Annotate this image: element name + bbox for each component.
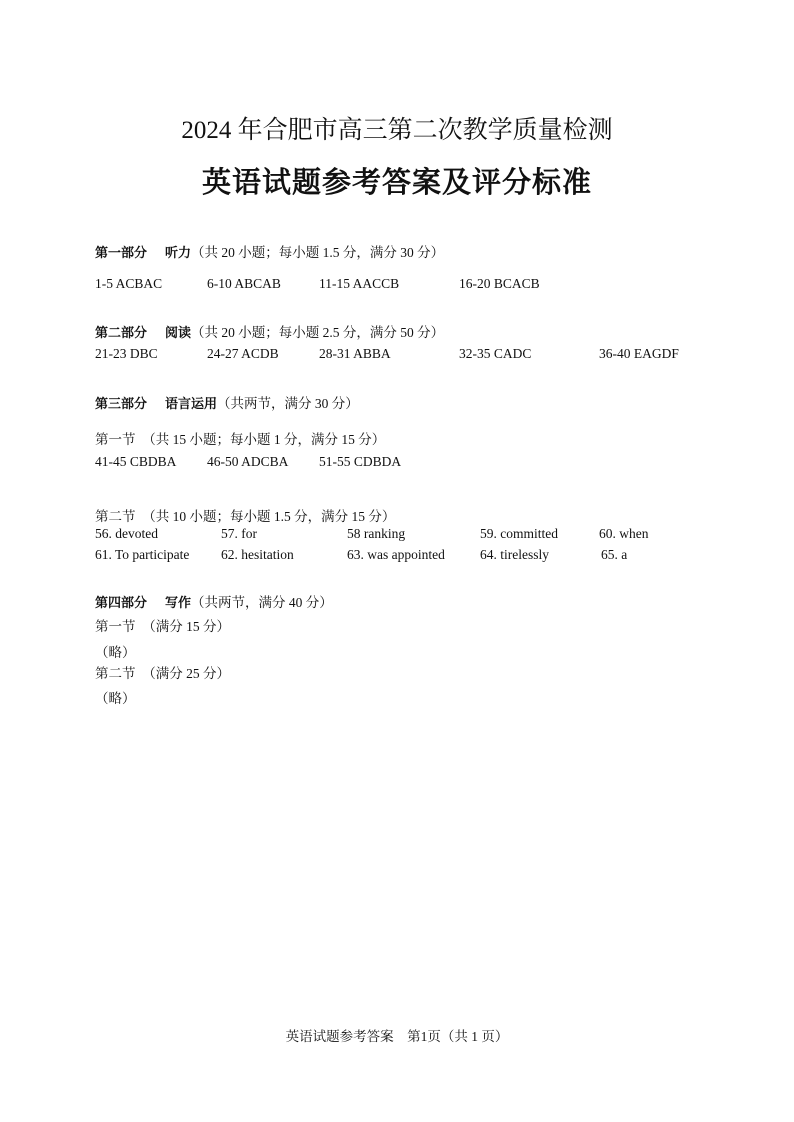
part3-heading <box>95 392 359 412</box>
part3-label: 第三部分 <box>95 397 148 412</box>
answer-group: 11-15 AACCB <box>319 276 400 291</box>
part2-answers <box>0 346 794 364</box>
answer-group: 24-27 ACDB <box>207 346 279 361</box>
answer-group: 46-50 ADCBA <box>207 454 289 469</box>
answer-group: 21-23 DBC <box>95 346 158 361</box>
part4-note: （共两节，满分 40 分） <box>191 595 333 610</box>
answer-group: 36-40 EAGDF <box>599 346 679 361</box>
part4-section1-body: （略） <box>95 645 136 660</box>
part3-section1-answers <box>0 454 794 472</box>
answer-group: 6-10 ABCAB <box>207 276 281 291</box>
part3-name: 语言运用 <box>165 397 218 412</box>
part1-label: 第一部分 <box>95 246 148 261</box>
answer-item: 62. hesitation <box>221 547 294 562</box>
document-subtitle: 英语试题参考答案及评分标准 <box>201 165 592 199</box>
part1-note: （共 20 小题；每小题 1.5 分，满分 30 分） <box>191 245 445 260</box>
part4-label: 第四部分 <box>95 596 148 611</box>
part4-section1-title: 第一节 （满分 15 分） <box>95 619 230 634</box>
part2-note: （共 20 小题；每小题 2.5 分，满分 50 分） <box>191 325 445 340</box>
answer-group: 32-35 CADC <box>459 346 532 361</box>
answer-group: 16-20 BCACB <box>459 276 540 291</box>
part2-heading <box>95 321 444 341</box>
part2-label: 第二部分 <box>95 326 148 341</box>
answer-item: 61. To participate <box>95 547 190 562</box>
part3-section2-title: 第二节 （共 10 小题；每小题 1.5 分，满分 15 分） <box>95 509 396 524</box>
part1-heading <box>95 241 444 261</box>
part4-section2-title: 第二节 （满分 25 分） <box>95 666 230 681</box>
answer-group: 51-55 CDBDA <box>319 454 402 469</box>
part4-heading <box>95 591 333 611</box>
answer-group: 28-31 ABBA <box>319 346 391 361</box>
part3-section1-title: 第一节 （共 15 小题；每小题 1 分，满分 15 分） <box>95 432 386 447</box>
part3-section2-row1 <box>0 526 794 544</box>
answer-item: 65. a <box>601 547 628 562</box>
answer-item: 60. when <box>599 526 649 541</box>
part4-name: 写作 <box>165 596 192 611</box>
part1-answers <box>0 276 794 294</box>
answer-item: 63. was appointed <box>347 547 445 562</box>
part3-note: （共两节，满分 30 分） <box>217 396 359 411</box>
part2-name: 阅读 <box>165 326 192 341</box>
answer-item: 56. devoted <box>95 526 158 541</box>
page-footer: 英语试题参考答案 第1页（共 1 页） <box>285 1029 509 1044</box>
part4-section2-body: （略） <box>95 691 136 706</box>
part3-section2-row2 <box>0 547 794 565</box>
answer-group: 41-45 CBDBA <box>95 454 177 469</box>
answer-item: 64. tirelessly <box>480 547 549 562</box>
answer-item: 59. committed <box>480 526 558 541</box>
answer-item: 57. for <box>221 526 257 541</box>
answer-group: 1-5 ACBAC <box>95 276 163 291</box>
answer-item: 58 ranking <box>347 526 406 541</box>
document-title: 2024 年合肥市高三第二次教学质量检测 <box>181 117 613 144</box>
part1-name: 听力 <box>165 246 192 261</box>
